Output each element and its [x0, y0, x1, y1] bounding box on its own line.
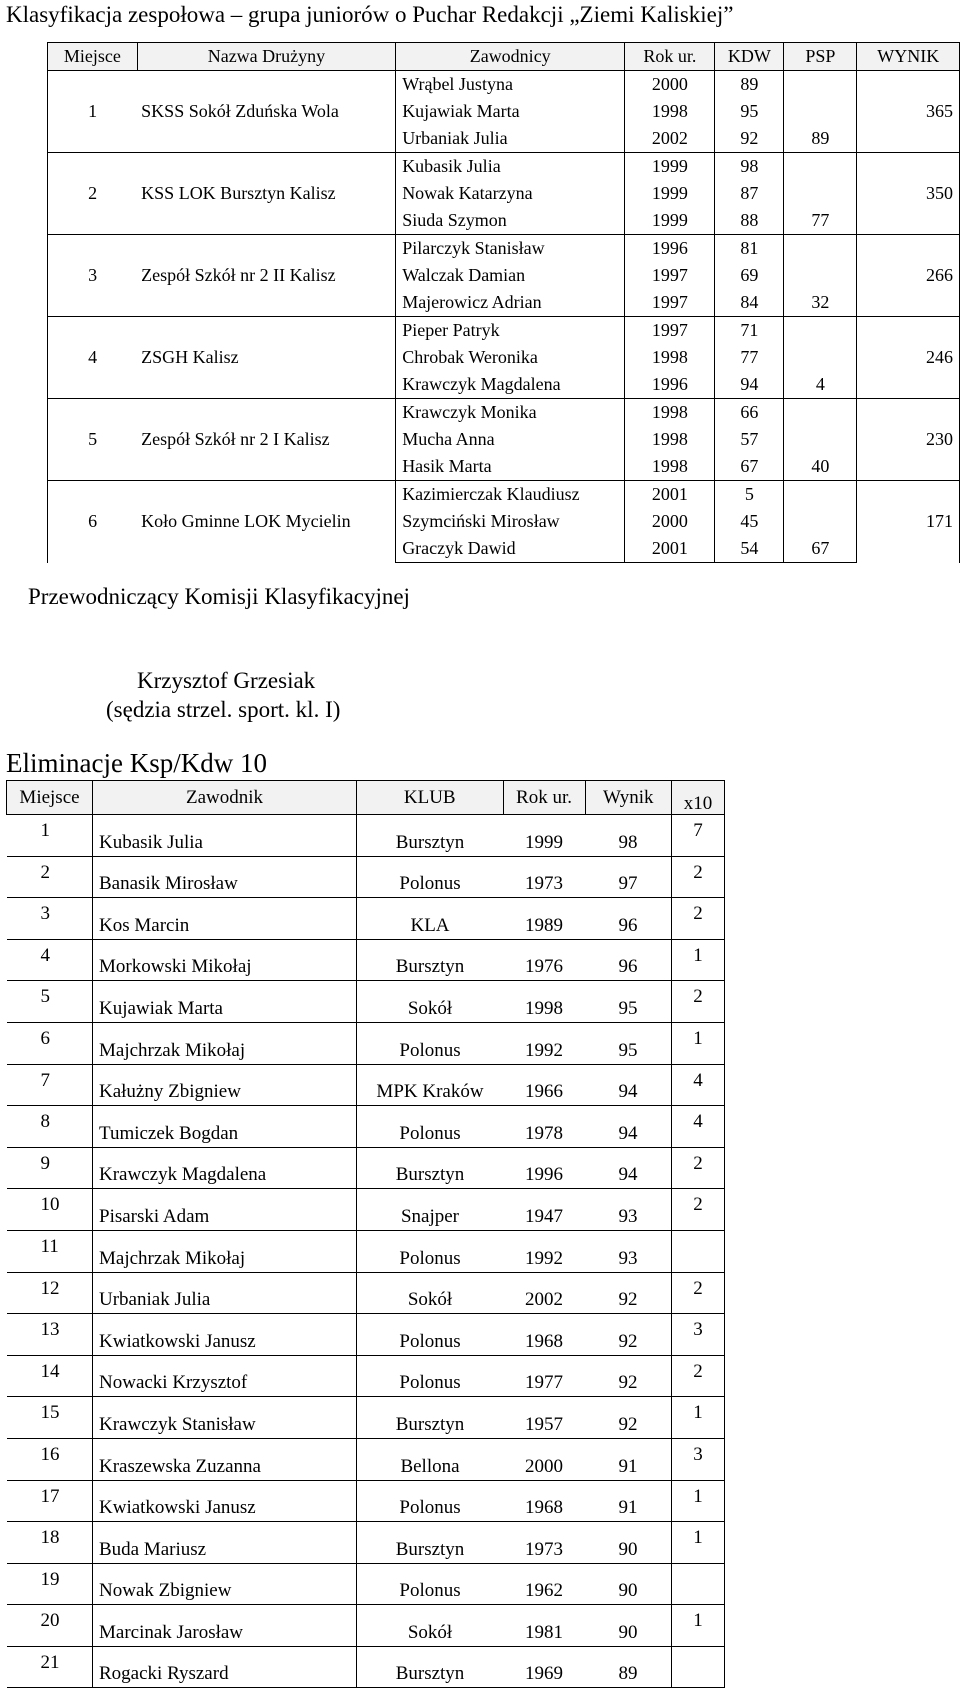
row-name: Banasik Mirosław — [93, 856, 357, 898]
row-club: Bursztyn — [357, 1147, 504, 1189]
team-result: 350 — [857, 153, 960, 235]
header-kdw: KDW — [715, 43, 784, 71]
team-result: 171 — [857, 481, 960, 563]
elimination-row — [7, 1480, 725, 1522]
row-year: 1968 — [503, 1480, 585, 1522]
row-year: 1981 — [503, 1605, 585, 1647]
player-kdw: 98 — [715, 153, 784, 181]
row-name: Rogacki Ryszard — [93, 1646, 357, 1688]
row-club: Polonus — [357, 1563, 504, 1605]
player-year: 1997 — [651, 292, 688, 312]
player-name: Walczak Damian — [396, 262, 625, 289]
row-place: 13 — [7, 1314, 93, 1356]
row-club: Bursztyn — [357, 1522, 504, 1564]
team-table-header — [48, 43, 960, 71]
row-place: 21 — [7, 1646, 93, 1688]
team-result: 266 — [857, 235, 960, 317]
row-name: Kubasik Julia — [93, 815, 357, 857]
row-score: 90 — [585, 1605, 672, 1647]
row-year: 1999 — [503, 815, 585, 857]
player-year: 1998 — [651, 456, 688, 476]
row-year: 1973 — [503, 1522, 585, 1564]
player-name: Nowak Katarzyna — [396, 180, 625, 207]
player-name: Chrobak Weronika — [396, 344, 625, 371]
row-place: 15 — [7, 1397, 93, 1439]
row-x10: 1 — [672, 1022, 725, 1064]
page-title: Klasyfikacja zespołowa – grupa juniorów o Puchar Redakcji „Ziemi Kaliskiej” — [6, 2, 734, 27]
row-club: Polonus — [357, 1355, 504, 1397]
player-year: 1998 — [651, 101, 688, 121]
player-name: Siuda Szymon — [396, 207, 625, 235]
elimination-row — [7, 1147, 725, 1189]
elimination-row — [7, 981, 725, 1023]
team-place: 3 — [48, 235, 138, 317]
row-score: 93 — [585, 1189, 672, 1231]
player-year: 1999 — [651, 210, 688, 230]
row-year: 1989 — [503, 898, 585, 940]
player-name: Majerowicz Adrian — [396, 289, 625, 317]
row-x10: 2 — [672, 856, 725, 898]
header-x10: x10 — [672, 781, 725, 815]
row-club: Sokół — [357, 1605, 504, 1647]
player-name: Pieper Patryk — [396, 317, 625, 345]
player-kdw: 54 — [715, 535, 784, 563]
player-kdw: 81 — [715, 235, 784, 263]
team-member-row — [48, 235, 960, 263]
team-place: 1 — [48, 71, 138, 153]
row-name: Krawczyk Magdalena — [93, 1147, 357, 1189]
header-players: Zawodnicy — [396, 43, 625, 71]
row-name: Kujawiak Marta — [93, 981, 357, 1023]
row-place: 12 — [7, 1272, 93, 1314]
row-club: MPK Kraków — [357, 1064, 504, 1106]
header-place: Miejsce — [48, 43, 138, 71]
row-x10: 2 — [672, 1272, 725, 1314]
row-score: 94 — [585, 1106, 672, 1148]
row-year: 1996 — [503, 1147, 585, 1189]
elimination-row — [7, 1189, 725, 1231]
team-place: 5 — [48, 399, 138, 481]
team-member-row — [48, 153, 960, 181]
player-kdw: 45 — [715, 508, 784, 535]
player-psp — [784, 153, 857, 181]
team-result: 246 — [857, 317, 960, 399]
row-x10: 3 — [672, 1314, 725, 1356]
row-place: 1 — [7, 815, 93, 857]
team-place: 4 — [48, 317, 138, 399]
player-kdw: 71 — [715, 317, 784, 345]
row-place: 5 — [7, 981, 93, 1023]
row-club: Polonus — [357, 1314, 504, 1356]
row-club: Bursztyn — [357, 939, 504, 981]
row-year: 2000 — [503, 1438, 585, 1480]
row-name: Urbaniak Julia — [93, 1272, 357, 1314]
row-score: 93 — [585, 1230, 672, 1272]
player-kdw: 95 — [715, 98, 784, 125]
row-x10 — [672, 1563, 725, 1605]
player-psp: 4 — [784, 371, 857, 399]
row-place: 11 — [7, 1230, 93, 1272]
player-year: 1997 — [651, 265, 688, 285]
player-psp — [784, 180, 857, 207]
player-psp — [784, 98, 857, 125]
player-kdw: 94 — [715, 371, 784, 399]
row-x10: 2 — [672, 1147, 725, 1189]
row-year: 1962 — [503, 1563, 585, 1605]
row-score: 92 — [585, 1314, 672, 1356]
row-score: 91 — [585, 1438, 672, 1480]
player-year: 2001 — [625, 535, 715, 563]
row-year: 1992 — [503, 1022, 585, 1064]
row-place: 2 — [7, 856, 93, 898]
player-kdw: 66 — [715, 399, 784, 427]
row-club: Bellona — [357, 1438, 504, 1480]
row-club: Bursztyn — [357, 815, 504, 857]
row-club: Snajper — [357, 1189, 504, 1231]
player-year: 2000 — [651, 511, 688, 531]
player-name: Kazimierczak Klaudiusz — [396, 481, 625, 509]
elimination-row — [7, 1230, 725, 1272]
row-place: 20 — [7, 1605, 93, 1647]
player-year: 2002 — [651, 128, 688, 148]
row-name: Kwiatkowski Janusz — [93, 1480, 357, 1522]
player-kdw: 57 — [715, 426, 784, 453]
row-score: 97 — [585, 856, 672, 898]
row-name: Kwiatkowski Janusz — [93, 1314, 357, 1356]
row-score: 95 — [585, 1022, 672, 1064]
player-name: Urbaniak Julia — [396, 125, 625, 153]
row-year: 1947 — [503, 1189, 585, 1231]
player-psp — [784, 344, 857, 371]
team-name: ZSGH Kalisz — [137, 317, 396, 399]
row-year: 1969 — [503, 1646, 585, 1688]
row-club: KLA — [357, 898, 504, 940]
player-year: 2000 — [625, 71, 715, 99]
row-name: Kałużny Zbigniew — [93, 1064, 357, 1106]
chairman-rank: (sędzia strzel. sport. kl. I) — [106, 697, 341, 722]
elimination-row — [7, 1106, 725, 1148]
elimination-row — [7, 1314, 725, 1356]
row-score: 96 — [585, 939, 672, 981]
row-name: Kos Marcin — [93, 898, 357, 940]
row-name: Krawczyk Stanisław — [93, 1397, 357, 1439]
elimination-title: Eliminacje Ksp/Kdw 10 — [6, 748, 267, 778]
header-psp: PSP — [784, 43, 857, 71]
row-club: Polonus — [357, 1106, 504, 1148]
player-kdw: 77 — [715, 344, 784, 371]
row-x10: 1 — [672, 1397, 725, 1439]
row-place: 14 — [7, 1355, 93, 1397]
row-name: Morkowski Mikołaj — [93, 939, 357, 981]
row-x10: 2 — [672, 981, 725, 1023]
row-score: 98 — [585, 815, 672, 857]
player-psp: 32 — [784, 289, 857, 317]
player-psp — [784, 262, 857, 289]
team-name: KSS LOK Bursztyn Kalisz — [137, 153, 396, 235]
player-psp: 67 — [784, 535, 857, 563]
row-x10: 4 — [672, 1106, 725, 1148]
player-name: Wrąbel Justyna — [396, 71, 625, 99]
row-year: 1998 — [503, 981, 585, 1023]
player-name: Mucha Anna — [396, 426, 625, 453]
row-x10 — [672, 1230, 725, 1272]
row-name: Buda Mariusz — [93, 1522, 357, 1564]
row-club: Polonus — [357, 856, 504, 898]
chairman-title: Przewodniczący Komisji Klasyfikacyjnej — [28, 584, 410, 609]
row-x10 — [672, 1646, 725, 1688]
row-score: 92 — [585, 1272, 672, 1314]
row-x10: 7 — [672, 815, 725, 857]
team-table-body — [48, 71, 960, 563]
header-year: Rok ur. — [625, 43, 715, 71]
player-year: 1999 — [651, 183, 688, 203]
player-psp — [784, 426, 857, 453]
player-psp — [784, 71, 857, 99]
row-name: Kraszewska Zuzanna — [93, 1438, 357, 1480]
player-name: Kubasik Julia — [396, 153, 625, 181]
elimination-row — [7, 1438, 725, 1480]
player-year: 2001 — [625, 481, 715, 509]
row-name: Majchrzak Mikołaj — [93, 1022, 357, 1064]
player-kdw: 89 — [715, 71, 784, 99]
player-kdw: 5 — [715, 481, 784, 509]
player-psp — [784, 508, 857, 535]
row-x10: 2 — [672, 898, 725, 940]
elimination-row — [7, 1605, 725, 1647]
elimination-row — [7, 856, 725, 898]
player-psp: 89 — [784, 125, 857, 153]
team-classification-table — [47, 42, 960, 563]
player-psp — [784, 481, 857, 509]
row-name: Nowak Zbigniew — [93, 1563, 357, 1605]
row-year: 1973 — [503, 856, 585, 898]
row-score: 90 — [585, 1522, 672, 1564]
header-result: WYNIK — [857, 43, 960, 71]
row-year: 1992 — [503, 1230, 585, 1272]
row-year: 1957 — [503, 1397, 585, 1439]
elimination-row — [7, 898, 725, 940]
row-place: 3 — [7, 898, 93, 940]
row-name: Tumiczek Bogdan — [93, 1106, 357, 1148]
elimination-row — [7, 1646, 725, 1688]
elimination-row — [7, 1064, 725, 1106]
row-place: 4 — [7, 939, 93, 981]
row-club: Polonus — [357, 1022, 504, 1064]
row-x10: 1 — [672, 1522, 725, 1564]
row-place: 18 — [7, 1522, 93, 1564]
player-kdw: 87 — [715, 180, 784, 207]
player-name: Hasik Marta — [396, 453, 625, 481]
elimination-table — [6, 780, 725, 1688]
row-score: 94 — [585, 1147, 672, 1189]
elimination-row — [7, 815, 725, 857]
row-x10: 1 — [672, 939, 725, 981]
row-place: 8 — [7, 1106, 93, 1148]
team-name: Koło Gminne LOK Mycielin — [137, 481, 396, 563]
player-name: Szymciński Mirosław — [396, 508, 625, 535]
row-x10: 3 — [672, 1438, 725, 1480]
team-name: Zespół Szkół nr 2 II Kalisz — [137, 235, 396, 317]
row-x10: 1 — [672, 1605, 725, 1647]
row-place: 17 — [7, 1480, 93, 1522]
player-name: Krawczyk Monika — [396, 399, 625, 427]
row-name: Marcinak Jarosław — [93, 1605, 357, 1647]
row-x10: 2 — [672, 1189, 725, 1231]
header-club: KLUB — [357, 781, 504, 815]
row-club: Bursztyn — [357, 1646, 504, 1688]
elimination-row — [7, 1355, 725, 1397]
player-psp — [784, 399, 857, 427]
row-club: Sokół — [357, 1272, 504, 1314]
header-place: Miejsce — [7, 781, 93, 815]
elimination-table-body — [7, 815, 725, 1688]
row-year: 1976 — [503, 939, 585, 981]
row-score: 92 — [585, 1355, 672, 1397]
row-x10: 2 — [672, 1355, 725, 1397]
row-score: 90 — [585, 1563, 672, 1605]
row-name: Nowacki Krzysztof — [93, 1355, 357, 1397]
row-place: 9 — [7, 1147, 93, 1189]
row-year: 1968 — [503, 1314, 585, 1356]
player-name: Pilarczyk Stanisław — [396, 235, 625, 263]
team-member-row — [48, 71, 960, 99]
player-kdw: 92 — [715, 125, 784, 153]
row-place: 10 — [7, 1189, 93, 1231]
player-psp: 77 — [784, 207, 857, 235]
elimination-row — [7, 1522, 725, 1564]
row-score: 94 — [585, 1064, 672, 1106]
team-member-row — [48, 317, 960, 345]
team-result: 365 — [857, 71, 960, 153]
player-name: Kujawiak Marta — [396, 98, 625, 125]
header-year: Rok ur. — [503, 781, 585, 815]
row-name: Pisarski Adam — [93, 1189, 357, 1231]
team-member-row — [48, 481, 960, 509]
player-psp: 40 — [784, 453, 857, 481]
row-score: 96 — [585, 898, 672, 940]
header-score: Wynik — [585, 781, 672, 815]
row-place: 19 — [7, 1563, 93, 1605]
row-year: 1977 — [503, 1355, 585, 1397]
player-year: 1996 — [625, 235, 715, 263]
player-year: 1997 — [625, 317, 715, 345]
player-year: 1996 — [651, 374, 688, 394]
team-place: 2 — [48, 153, 138, 235]
elimination-row — [7, 1272, 725, 1314]
player-kdw: 67 — [715, 453, 784, 481]
player-year: 1999 — [625, 153, 715, 181]
row-year: 2002 — [503, 1272, 585, 1314]
player-kdw: 84 — [715, 289, 784, 317]
team-name: SKSS Sokół Zduńska Wola — [137, 71, 396, 153]
row-club: Polonus — [357, 1230, 504, 1272]
player-year: 1998 — [625, 399, 715, 427]
team-result: 230 — [857, 399, 960, 481]
elimination-row — [7, 1397, 725, 1439]
row-club: Polonus — [357, 1480, 504, 1522]
player-psp — [784, 317, 857, 345]
row-score: 91 — [585, 1480, 672, 1522]
row-x10: 4 — [672, 1064, 725, 1106]
player-kdw: 69 — [715, 262, 784, 289]
header-team: Nazwa Drużyny — [137, 43, 396, 71]
player-kdw: 88 — [715, 207, 784, 235]
team-member-row — [48, 399, 960, 427]
chairman-name: Krzysztof Grzesiak — [137, 668, 316, 693]
elimination-row — [7, 939, 725, 981]
header-name: Zawodnik — [93, 781, 357, 815]
row-year: 1966 — [503, 1064, 585, 1106]
elimination-table-header — [7, 781, 725, 815]
team-name: Zespół Szkół nr 2 I Kalisz — [137, 399, 396, 481]
player-name: Krawczyk Magdalena — [396, 371, 625, 399]
player-name: Graczyk Dawid — [396, 535, 625, 563]
row-club: Sokół — [357, 981, 504, 1023]
row-x10: 1 — [672, 1480, 725, 1522]
player-year: 1998 — [651, 429, 688, 449]
row-year: 1978 — [503, 1106, 585, 1148]
player-year: 1998 — [651, 347, 688, 367]
team-place: 6 — [48, 481, 138, 563]
row-place: 16 — [7, 1438, 93, 1480]
elimination-row — [7, 1563, 725, 1605]
player-psp — [784, 235, 857, 263]
row-score: 95 — [585, 981, 672, 1023]
row-place: 7 — [7, 1064, 93, 1106]
row-club: Bursztyn — [357, 1397, 504, 1439]
row-place: 6 — [7, 1022, 93, 1064]
row-name: Majchrzak Mikołaj — [93, 1230, 357, 1272]
row-score: 92 — [585, 1397, 672, 1439]
elimination-row — [7, 1022, 725, 1064]
row-score: 89 — [585, 1646, 672, 1688]
